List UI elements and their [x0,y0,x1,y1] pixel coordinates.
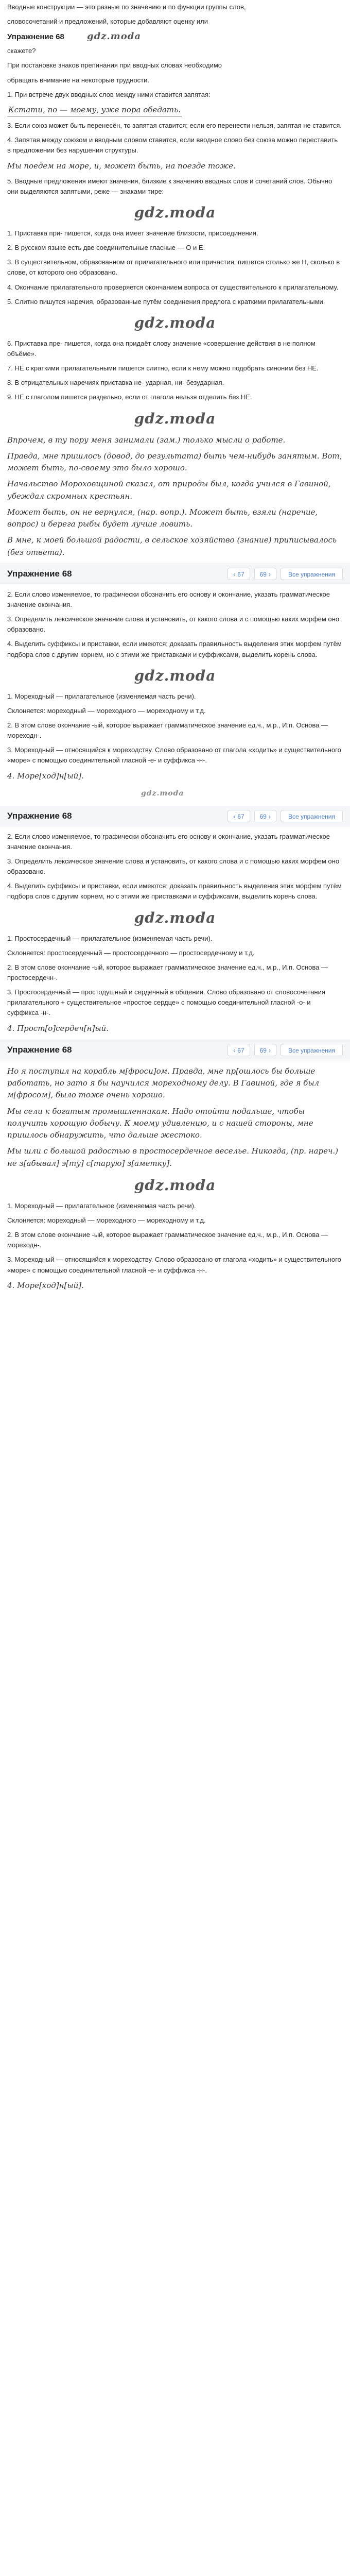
paragraph: 2. В этом слове окончание -ый, которое выражает грамматическое значение ед.ч., м.р., И.п. Основа — простосердечн-. [7,963,328,982]
rule-4: 4. Запятая между союзом и вводным словом ставится, если вводное слово без союза можно переставить в предложении без нарушения структуры. [7,136,338,155]
all-exercises-button[interactable]: Все упражнения [281,568,343,580]
nav-controls [227,1044,343,1056]
intro-line-2: словосочетаний и предложений, которые добавляют оценку или [7,18,208,26]
paragraph: 8. В отрицательных наречиях приставка не- ударная, ни- безударная. [7,379,224,387]
paragraph: 2. Если слово изменяемое, то графически обозначить его основу и окончание, указать грамматическое значение окончания. [7,590,330,608]
next-label: 69 [259,812,267,820]
prev-label: 67 [237,1046,244,1054]
handwritten-example-1 [7,102,343,118]
chevron-left-icon: ‹ [233,812,236,820]
analysis-section-1 [0,587,350,803]
text-line: Мы шли с большой радостью в простосердечное веселье. Никогда, (пр. нареч.) не з[абывал] э[ту] с[тарую] з[аметку]. [7,1146,338,1168]
rule-3: 3. Если союз может быть перенесён, то запятая ставится; если его перенести нельзя, запятая не ставится. [7,122,342,130]
morpheme-diagram: 4. Прост[о]сердеч[н]ый. [7,1023,109,1033]
paragraph: 6. Приставка пре- пишется, когда она придаёт слову значение «совершение действия в не полном объёме». [7,339,316,358]
chevron-left-icon: ‹ [233,1046,236,1054]
paragraph: 3. Мореходный — относящийся к мореходству. Слово образовано от глагола «ходить» и существительного «море» с помощью соединительной гласной -е- и суффикса -н-. [7,746,341,765]
paragraph: 1. Приставка при- пишется, когда она имеет значение близости, присоединения. [7,229,258,238]
paragraph: 4. Выделить суффиксы и приставки, если имеются; доказать правильность выделения этих морфем путём подбора слов с другим корнем, но с этими же приставками и суффиксами, выделить корень слова. [7,882,342,901]
paragraph: 2. В этом слове окончание -ый, которое выражает грамматическое значение ед.ч., м.р., И.п. Основа — мореходн-. [7,1231,328,1249]
exercise-title: Упражнение 68 [7,568,72,579]
intro-line-4: При постановке знаков препинания при вводных словах необходимо [7,61,222,70]
prev-label: 67 [237,570,244,578]
paragraph: 1. Мореходный — прилагательное (изменяемая часть речи). [7,692,196,700]
next-exercise-button[interactable] [254,810,276,822]
paragraph: 3. В существительном, образованном от прилагательного или причастия, пишется столько же Н, сколько в слове, от которого оно образовано. [7,258,340,277]
exercise-title: Упражнение 68 [7,1044,72,1055]
paragraph: 1. Простосердечный — прилагательное (изменяемая часть речи). [7,934,213,942]
text-line: Начальство Мороховщиной сказал, от природы был, когда учился в Гавиной, убеждал скромных крестьян. [7,479,331,501]
text-line: Мы сели к богатым промышленникам. Надо отойти подальше, чтобы получить хорошую добычу. К моему удивлению, и с нашей стороны, мне пришлось обнаружить, что дальше жестоко. [7,1106,313,1140]
text-line: Может быть, он не вернулся, (нар. вопр.). Может быть, взяли (наречие, вопрос) и берега рыбы будет лучше ловить. [7,507,318,529]
next-exercise-button[interactable] [254,1044,276,1056]
watermark: gdz.moda [134,314,216,331]
paragraph: 3. Мореходный — относящийся к мореходству. Слово образовано от глагола «ходить» и существительного «море» с помощью соединительной гласной -е- и суффикса -н-. [7,1256,341,1274]
paragraph: 2. В русском языке есть две соединительные гласные — О и Е. [7,244,205,252]
all-exercises-button[interactable]: Все упражнения [281,810,343,822]
prev-exercise-button[interactable] [227,568,250,580]
all-exercises-button[interactable]: Все упражнения [281,1044,343,1056]
paragraph: Склоняется: простосердечный — простосердечного — простосердечному и т.д. [7,948,255,957]
handwritten-example-2 [7,158,343,174]
paragraph: 2. В этом слове окончание -ый, которое выражает грамматическое значение ед.ч., м.р., И.п. Основа — мореходн-. [7,721,328,740]
watermark-small: gdz.moda [141,789,184,798]
exercise-nav-bar [0,564,350,584]
watermark: gdz.moda [134,1176,216,1194]
watermark: gdz.moda [134,909,216,926]
paragraph: 9. НЕ с глаголом пишется раздельно, если от глагола нельзя отделить без НЕ. [7,393,252,401]
morpheme-diagram: 4. Море[ход]н[ый]. [7,771,84,781]
chevron-right-icon: › [268,812,271,820]
watermark: gdz.moda [134,667,216,684]
paragraph: 4. Окончание прилагательного проверяется окончанием вопроса от существительного к прилагательному. [7,283,339,291]
paragraph: 3. Определить лексическое значение слова и установить, от какого слова и с помощью каких морфем оно образовано. [7,857,340,876]
watermark: gdz.moda [87,31,141,42]
rule-5: 5. Вводные предложения имеют значения, близкие к значению вводных слов и сочетаний слов. Обычно они выделяются запятыми, реже — знаками тире: [7,177,332,195]
next-exercise-button[interactable] [254,568,276,580]
text-line: В мне, к моей большой радости, в сельское хозяйство (знание) приписывалось (без ответа). [7,535,337,557]
text-line: Впрочем, в ту пору меня занимали (зам.) только мысли о работе. [7,435,286,445]
nav-controls [227,568,343,580]
intro-section [0,0,350,561]
paragraph: 3. Простосердечный — простодушный и сердечный в общении. Слово образовано от словосочетания прилагательного + существительное «простое сердце» с помощью соединительной гласной -о- и суффикса -н-. [7,988,325,1017]
paragraph: Склоняется: мореходный — мореходного — мореходному и т.д. [7,706,206,715]
paragraph: 3. Определить лексическое значение слова и установить, от какого слова и с помощью каких морфем оно образовано. [7,615,340,634]
section-title-text: Упражнение 68 [7,32,64,42]
watermark: gdz.moda [134,204,216,222]
next-label: 69 [259,1046,267,1054]
exercise-title: Упражнение 68 [7,810,72,821]
handwritten-text: Мы поедем на море, и, может быть, на поезде тоже. [7,161,236,171]
paragraph: 1. Мореходный — прилагательное (изменяемая часть речи). [7,1201,196,1210]
exercise-nav-bar [0,1040,350,1060]
prev-exercise-button[interactable] [227,810,250,822]
chevron-right-icon: › [268,570,271,578]
nav-controls [227,810,343,822]
handwritten-text: Кстати, по — моему, уже пора обедать. [7,104,182,116]
next-label: 69 [259,570,267,578]
analysis-section-2 [0,829,350,1037]
paragraph: 7. НЕ с краткими прилагательными пишется слитно, если к нему можно подобрать синоним без НЕ. [7,364,319,372]
chevron-right-icon: › [268,1046,271,1054]
intro-line-5: обращать внимание на некоторые трудности. [7,76,150,84]
paragraph: 5. Слитно пишутся наречия, образованные путём соединения предлога с краткими прилагательными. [7,297,325,306]
paragraph: 2. Если слово изменяемое, то графически обозначить его основу и окончание, указать грамматическое значение окончания. [7,832,330,851]
paragraph: 4. Выделить суффиксы и приставки, если имеются; доказать правильность выделения этих морфем путём подбора слов с другим корнем, но с этими же приставками и суффиксами, выделить корень слова. [7,640,342,658]
prev-label: 67 [237,812,244,820]
chevron-left-icon: ‹ [233,570,236,578]
watermark: gdz.moda [134,410,216,427]
morpheme-diagram: 4. Море[ход]н[ый]. [7,1280,84,1290]
rule-1: 1. При встрече двух вводных слов между ними ставится запятая: [7,90,211,98]
exercise-nav-bar [0,806,350,826]
paragraph: Склоняется: мореходный — мореходного — мореходному и т.д. [7,1216,206,1224]
text-line: Правда, мне пришлось (довод, до результата) быть чем-нибудь занятым. Вот, может быть, по-своему это было хорошо. [7,451,342,473]
intro-line-3: скажете? [7,47,36,55]
prev-exercise-button[interactable] [227,1044,250,1056]
final-text-section [0,1063,350,1294]
intro-line-1: Вводные конструкции — это разные по значению и по функции группы слов, [7,3,246,11]
text-line: Но я поступил на корабль м[фроси]ом. Правда, мне пр[ошлось бы больше работать, но зато я бы научился мореходному делу. В Гавиной, где я был м[фросом], было тоже очень хорошо. [7,1066,320,1100]
intro-section-title [7,29,343,44]
